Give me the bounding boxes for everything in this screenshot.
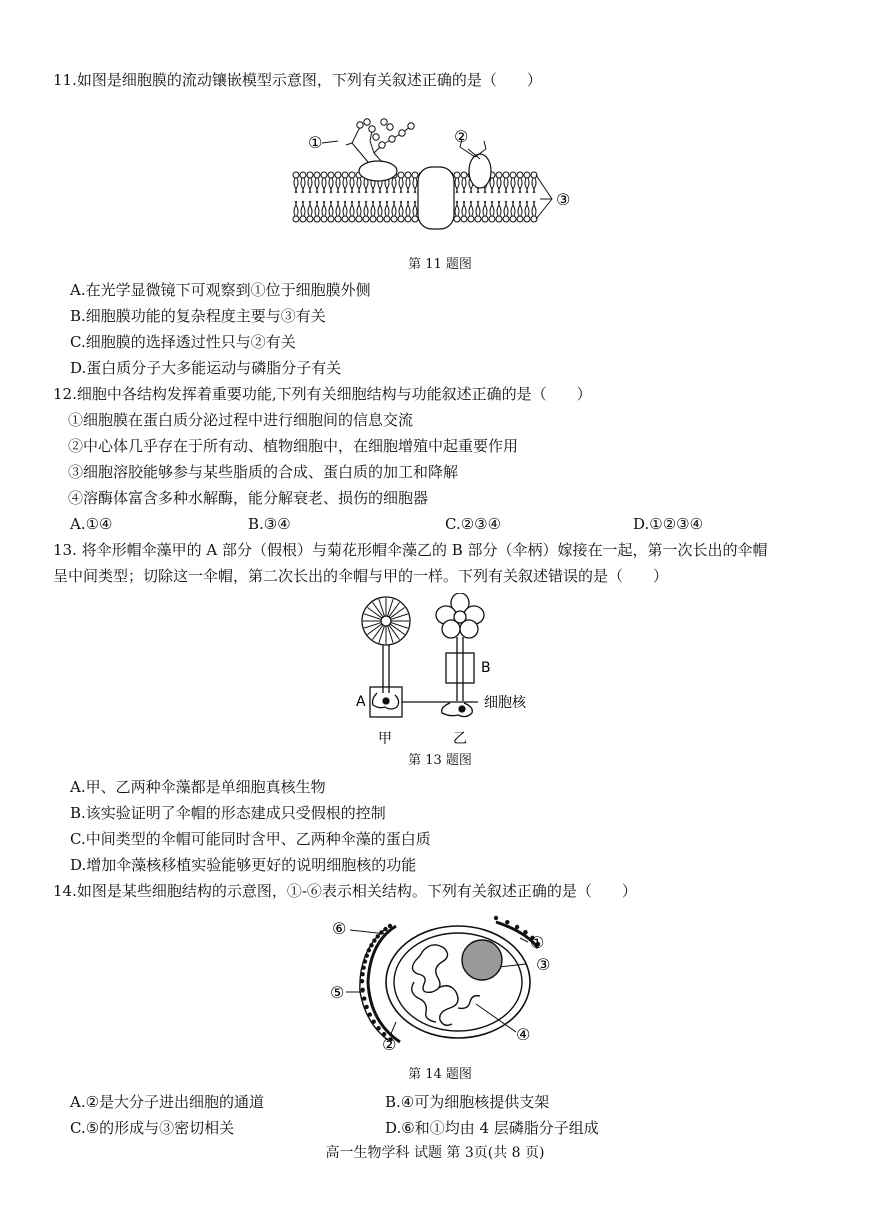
q14-label-2: ② [382, 1035, 397, 1054]
q13-option-c: C.中间类型的伞帽可能同时含甲、乙两种伞藻的蛋白质 [70, 830, 431, 848]
q12-choice-c: C.②③④ [445, 515, 502, 533]
q12-choice-a: A.①④ [70, 515, 113, 533]
q13-label-a: A [356, 694, 366, 710]
q14-label-6: ⑥ [332, 919, 347, 938]
q13-label-b: B [481, 660, 491, 676]
q14-cell-structure-figure [330, 912, 560, 1054]
q11-label-3: ③ [556, 190, 571, 209]
q11-option-a: A.在光学显微镜下可观察到①位于细胞膜外侧 [70, 281, 371, 299]
q11-stem: 11.如图是细胞膜的流动镶嵌模型示意图，下列有关叙述正确的是（ ） [53, 71, 542, 89]
q14-option-d: D.⑥和①均由 4 层磷脂分子组成 [385, 1119, 599, 1137]
q13-option-d: D.增加伞藻核移植实验能够更好的说明细胞核的功能 [70, 856, 417, 874]
q14-label-3: ③ [536, 955, 551, 974]
q12-item-2: ②中心体几乎存在于所有动、植物细胞中，在细胞增殖中起重要作用 [68, 437, 519, 455]
q11-label-1: ① [308, 133, 323, 152]
q13-label-yi: 乙 [453, 731, 467, 747]
q14-label-4: ④ [516, 1025, 531, 1044]
q14-option-a: A.②是大分子进出细胞的通道 [70, 1093, 265, 1111]
q11-membrane-figure [290, 105, 590, 240]
q11-option-d: D.蛋白质分子大多能运动与磷脂分子有关 [70, 359, 342, 377]
q14-label-1: ① [530, 933, 545, 952]
q12-item-1: ①细胞膜在蛋白质分泌过程中进行细胞间的信息交流 [68, 411, 414, 429]
q13-label-nucleus: 细胞核 [484, 695, 526, 711]
q13-acetabularia-figure [350, 593, 550, 750]
q13-option-a: A.甲、乙两种伞藻都是单细胞真核生物 [70, 778, 326, 796]
q14-option-b: B.④可为细胞核提供支架 [385, 1093, 550, 1111]
q14-label-5: ⑤ [330, 983, 345, 1002]
page-footer: 高一生物学科 试题 第 3页(共 8 页) [325, 1145, 545, 1161]
q13-caption: 第 13 题图 [408, 753, 472, 768]
q13-option-b: B.该实验证明了伞帽的形态建成只受假根的控制 [70, 804, 386, 822]
q13-stem-line1: 13. 将伞形帽伞藻甲的 A 部分（假根）与菊花形帽伞藻乙的 B 部分（伞柄）嫁接在一起，第一次长出的伞帽 [53, 541, 768, 559]
q12-item-3: ③细胞溶胶能够参与某些脂质的合成、蛋白质的加工和降解 [68, 463, 459, 481]
q13-label-jia: 甲 [378, 731, 392, 747]
q14-option-c: C.⑤的形成与③密切相关 [70, 1119, 235, 1137]
q13-stem-line2: 呈中间类型；切除这一伞帽，第二次长出的伞帽与甲的一样。下列有关叙述错误的是（ ） [53, 567, 669, 585]
q11-caption: 第 11 题图 [408, 257, 472, 272]
q14-stem: 14.如图是某些细胞结构的示意图，①-⑥表示相关结构。下列有关叙述正确的是（ ） [53, 882, 637, 900]
q11-label-2: ② [454, 127, 469, 146]
q12-choice-d: D.①②③④ [633, 515, 704, 533]
q14-caption: 第 14 题图 [408, 1067, 472, 1082]
q11-option-c: C.细胞膜的选择透过性只与②有关 [70, 333, 296, 351]
q12-stem: 12.细胞中各结构发挥着重要功能,下列有关细胞结构与功能叙述正确的是（ ） [53, 385, 592, 403]
q12-choice-b: B.③④ [248, 515, 291, 533]
q12-item-4: ④溶酶体富含多种水解酶，能分解衰老、损伤的细胞器 [68, 489, 429, 507]
q11-option-b: B.细胞膜功能的复杂程度主要与③有关 [70, 307, 326, 325]
